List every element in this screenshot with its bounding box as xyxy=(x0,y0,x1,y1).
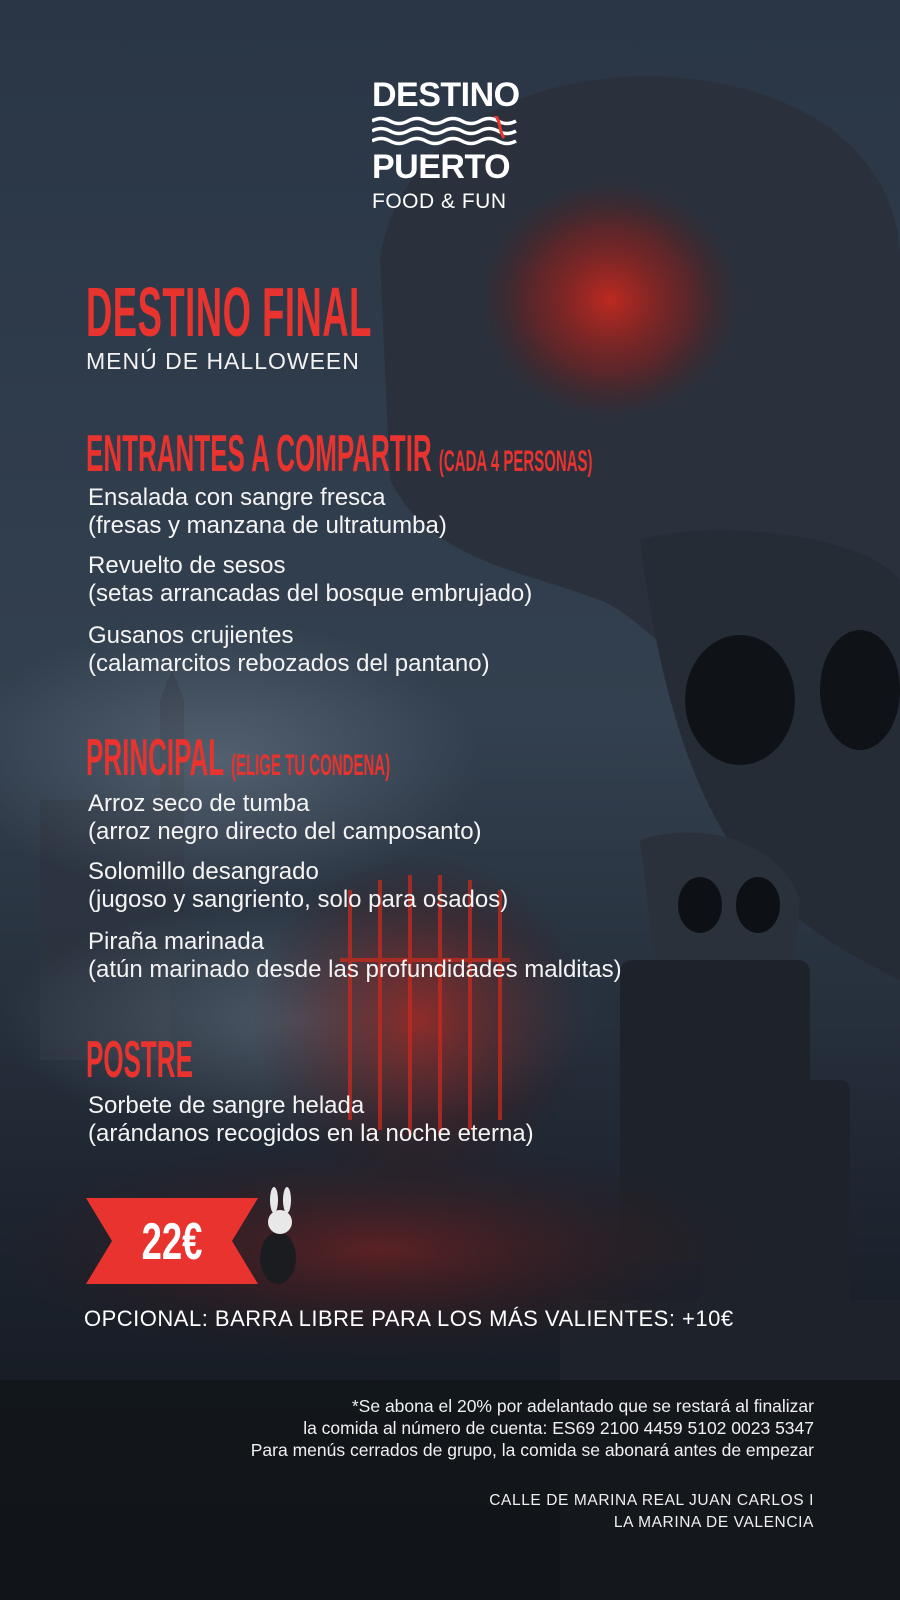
logo-word-destino: DESTINO xyxy=(372,76,520,114)
menu-item-description: (setas arrancadas del bosque embrujado) xyxy=(88,580,533,607)
menu-item-description: (arándanos recogidos en la noche eterna) xyxy=(88,1120,534,1147)
menu-item-name: Sorbete de sangre helada xyxy=(88,1092,365,1119)
section-title: POSTRE xyxy=(86,1031,193,1089)
payment-note-line: Para menús cerrados de grupo, la comida se abonará antes de empezar xyxy=(250,1440,814,1460)
address-line: LA MARINA DE VALENCIA xyxy=(613,1514,814,1531)
section-heading-principal xyxy=(86,728,390,788)
logo-tagline: FOOD & FUN xyxy=(372,190,507,213)
menu-item xyxy=(88,622,490,678)
payment-note-line: *Se abona el 20% por adelantado que se restará al finalizar xyxy=(351,1396,814,1416)
menu-item-description: (arroz negro directo del camposanto) xyxy=(88,818,482,845)
menu-title: DESTINO FINAL xyxy=(86,273,372,351)
menu-item-name: Gusanos crujientes xyxy=(88,622,294,649)
section-heading-entrantes xyxy=(86,424,593,484)
address-line: CALLE DE MARINA REAL JUAN CARLOS I xyxy=(489,1492,814,1509)
price-value: 22€ xyxy=(141,1213,203,1271)
menu-item xyxy=(88,552,532,608)
menu-item xyxy=(88,858,508,914)
logo-word-puerto: PUERTO xyxy=(372,148,511,186)
optional-open-bar: OPCIONAL: BARRA LIBRE PARA LOS MÁS VALIENTES: +10€ xyxy=(84,1306,734,1331)
menu-item xyxy=(88,790,482,846)
menu-item xyxy=(88,928,622,984)
restaurant-logo xyxy=(372,76,532,216)
section-note: (ELIGE TU CONDENA) xyxy=(230,749,391,782)
wave-logo-icon xyxy=(372,116,524,148)
menu-item-name: Piraña marinada xyxy=(88,928,265,955)
menu-item-description: (calamarcitos rebozados del pantano) xyxy=(88,650,490,677)
price-badge xyxy=(86,1198,258,1284)
section-heading-postre xyxy=(86,1030,193,1090)
menu-item-description: (fresas y manzana de ultratumba) xyxy=(88,512,447,539)
section-title: ENTRANTES A COMPARTIR xyxy=(86,425,432,483)
payment-note-line: la comida al número de cuenta: ES69 2100 4459 5102 0023 5347 xyxy=(303,1418,814,1438)
section-title: PRINCIPAL xyxy=(86,729,224,787)
menu-item-name: Revuelto de sesos xyxy=(88,552,286,579)
menu-item-name: Arroz seco de tumba xyxy=(88,790,310,817)
menu-item-description: (atún marinado desde las profundidades malditas) xyxy=(88,956,622,983)
menu-item-description: (jugoso y sangriento, solo para osados) xyxy=(88,886,509,913)
menu-item-name: Solomillo desangrado xyxy=(88,858,319,885)
menu-item xyxy=(88,484,447,540)
menu-item-name: Ensalada con sangre fresca xyxy=(88,484,386,511)
section-note: (CADA 4 PERSONAS) xyxy=(438,445,593,478)
menu-item xyxy=(88,1092,534,1148)
menu-subtitle: MENÚ DE HALLOWEEN xyxy=(86,348,360,374)
